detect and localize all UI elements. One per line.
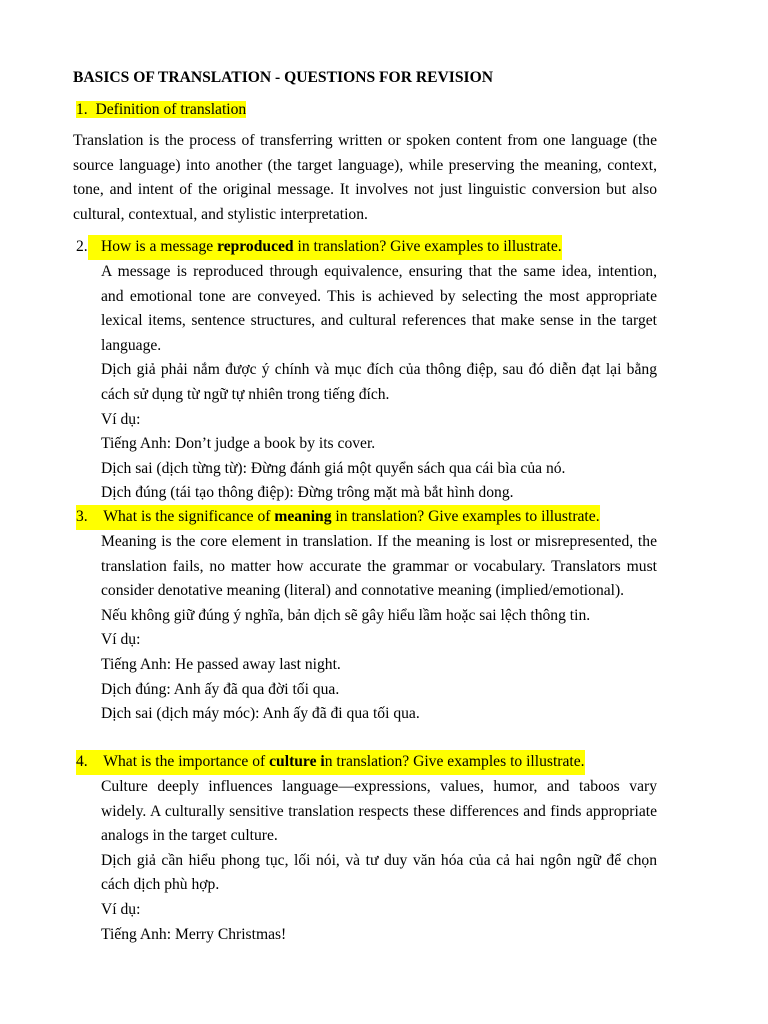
section-1-body: Translation is the process of transferring written or spoken content from one language (the source language) into another (the target language), while preserving the meaning, context, tone, and intent of the original message. It involves not just linguistic conversion but also cultural, contextual, and stylistic interpretation.: [73, 132, 657, 223]
section-3-example-label: Ví dụ:: [101, 631, 141, 649]
section-1-number: 1.: [76, 101, 88, 118]
section-2-answer: [101, 260, 657, 506]
document-title: BASICS OF TRANSLATION - QUESTIONS FOR REVISION: [73, 69, 493, 86]
section-4-q-before: What is the importance of: [103, 753, 270, 770]
section-3-para-en: Meaning is the core element in translation. If the meaning is lost or misrepresented, the translation fails, no matter how accurate the grammar or vocabulary. Translators must consider denotative meaning (literal) and connotative meaning (implied/emotional).: [101, 533, 657, 600]
section-2-q-before: How is a message: [101, 238, 218, 255]
section-2-para-vi: Dịch giả phải nắm được ý chính và mục đích của thông điệp, sau đó diễn đạt lại bằng cách sử dụng từ ngữ tự nhiên trong tiếng đích.: [101, 361, 657, 403]
section-4-example-label: Ví dụ:: [101, 900, 141, 918]
section-3-number: 3.: [76, 508, 88, 525]
section-2-example-label: Ví dụ:: [101, 410, 141, 428]
section-3-q-before: What is the significance of: [103, 508, 275, 525]
section-3-example-1: Tiếng Anh: He passed away last night.: [101, 655, 341, 673]
section-4-para-vi: Dịch giả cần hiểu phong tục, lối nói, và tư duy văn hóa của cả hai ngôn ngữ để chọn cách dịch phù hợp.: [101, 851, 657, 894]
section-2-example-1: Tiếng Anh: Don’t judge a book by its cover.: [101, 435, 376, 453]
section-3-example-2: Dịch đúng: Anh ấy đã qua đời tối qua.: [101, 680, 340, 698]
section-4-q-bold: culture i: [269, 753, 325, 770]
section-3-q-bold: meaning: [274, 508, 332, 525]
section-2-q-bold: reproduced: [217, 238, 294, 255]
section-4-answer: [101, 775, 657, 947]
section-4-q-after: n translation? Give examples to illustrate.: [324, 753, 585, 770]
section-2-q-after: in translation? Give examples to illustrate.: [293, 238, 562, 255]
section-2-example-2: Dịch sai (dịch từng từ): Đừng đánh giá một quyển sách qua cái bìa của nó.: [101, 459, 566, 477]
section-1-highlight: [76, 101, 246, 118]
section-4-question-text: [76, 750, 585, 775]
section-1-heading-text: Definition of translation: [95, 101, 247, 118]
section-3-q-after: in translation? Give examples to illustrate.: [331, 508, 600, 525]
section-1-heading: [76, 98, 246, 123]
section-3-example-3: Dịch sai (dịch máy móc): Anh ấy đã đi qua tối qua.: [101, 705, 420, 723]
section-2-example-3: Dịch đúng (tái tạo thông điệp): Đừng trông mặt mà bắt hình dong.: [101, 484, 514, 502]
section-3-para-vi: Nếu không giữ đúng ý nghĩa, bản dịch sẽ gây hiểu lầm hoặc sai lệch thông tin.: [101, 606, 591, 624]
section-4-para-en: Culture deeply influences language—expressions, values, humor, and taboos vary widely. A culturally sensitive translation respects these differences and finds appropriate analogs in the target culture.: [101, 778, 657, 845]
section-4-example-1: Tiếng Anh: Merry Christmas!: [101, 925, 287, 943]
section-3-answer: [101, 530, 657, 727]
section-4-number: 4.: [76, 753, 88, 770]
section-2-number: 2.: [76, 238, 88, 255]
section-3-question-text: [76, 505, 600, 530]
section-2-question-text: [88, 235, 562, 260]
section-2-para-en: A message is reproduced through equivalence, ensuring that the same idea, intention, and emotional tone are conveyed. This is achieved by selecting the most appropriate lexical items, sentence structures, and cultural references that make sense in the target language.: [101, 263, 657, 354]
